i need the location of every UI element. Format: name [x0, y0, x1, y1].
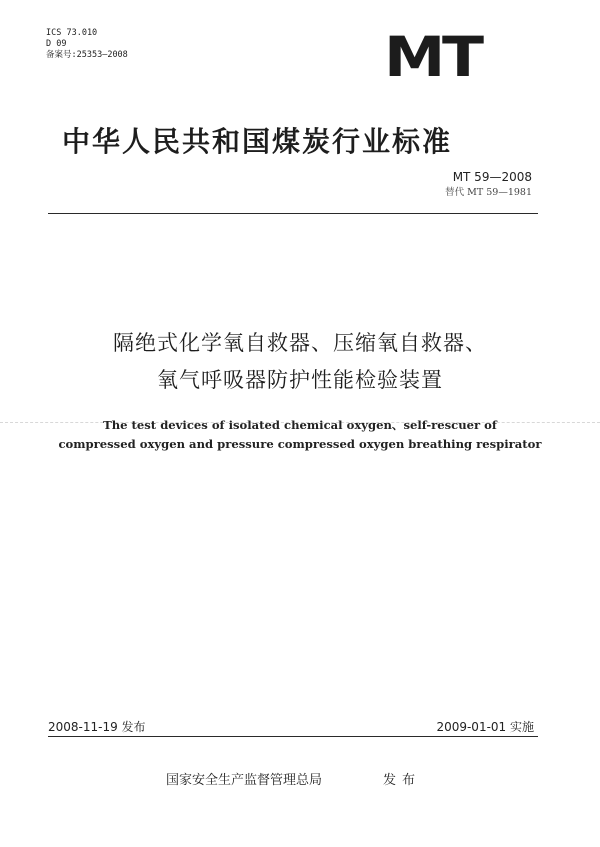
- publisher-name: 国家安全生产监督管理总局: [166, 773, 323, 788]
- bottom-divider: [48, 736, 538, 737]
- mt-logo: [384, 25, 504, 89]
- publish-label: 发布: [383, 773, 422, 788]
- ccs-code: D 09: [46, 39, 67, 49]
- standard-category-title: 中华人民共和国煤炭行业标准: [62, 125, 453, 158]
- classification-block: [46, 28, 128, 61]
- issue-date: 2008-11-19 发布: [48, 720, 146, 734]
- logo-text: MT: [384, 25, 481, 89]
- record-number: 备案号:25353—2008: [46, 50, 128, 60]
- standard-number: MT 59—2008: [452, 170, 532, 184]
- chinese-title-line-1: 隔绝式化学氧自救器、压缩氧自救器、: [113, 331, 487, 355]
- replaced-standard: 替代 MT 59—1981: [445, 187, 532, 198]
- english-title-line-1: The test devices of isolated chemical oxygen、self-rescuer of: [103, 418, 497, 432]
- english-title-line-2: compressed oxygen and pressure compressed oxygen breathing respirator: [58, 437, 542, 451]
- implementation-date: 2009-01-01 实施: [436, 720, 534, 734]
- top-divider: [48, 213, 538, 214]
- ics-code: ICS 73.010: [46, 28, 98, 38]
- chinese-title-line-2: 氧气呼吸器防护性能检验装置: [157, 368, 443, 392]
